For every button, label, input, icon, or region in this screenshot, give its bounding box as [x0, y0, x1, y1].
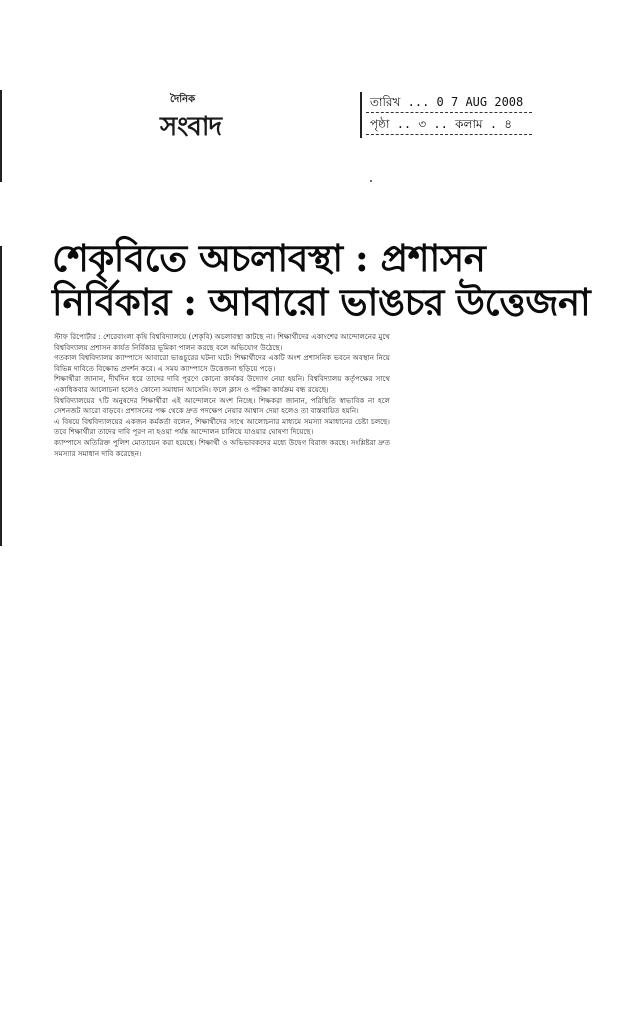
article-body: [54, 332, 390, 554]
stamp-page-value: ৩: [418, 117, 427, 131]
stamp-column-label: কলাম: [455, 117, 483, 131]
newspaper-masthead: [160, 88, 280, 148]
scan-edge-mark: [0, 90, 2, 182]
body-paragraph: শিক্ষার্থীরা জানান, দীর্ঘদিন ধরে তাদের দাবি পূরণে কোনো কার্যকর উদ্যোগ নেয়া হয়নি। বিশ্ববিদ্যালয় কর্তৃপক্ষের সাথে একাধিকবার আলোচনা হলেও কোনো সমাধান আসেনি। ফলে ক্লাস ও পরীক্ষা কার্যক্রম বন্ধ রয়েছে।: [54, 374, 390, 394]
stamp-column-value: ৪: [504, 117, 513, 131]
body-paragraph: বিশ্ববিদ্যালয়ের ৭টি অনুষদের শিক্ষার্থীরা এই আন্দোলনে অংশ নিচ্ছে। শিক্ষকরা জানান, পরিস্থিতি স্বাভাবিক না হলে সেশনজট আরো বাড়বে। প্রশাসনের পক্ষ থেকে দ্রুত পদক্ষেপ নেয়ার আশ্বাস দেয়া হলেও তা বাস্তবায়িত হয়নি।: [54, 395, 390, 416]
stamp-page-label: পৃষ্ঠা: [370, 117, 390, 131]
stamp-rule: [366, 112, 532, 113]
stamp-rule: [366, 134, 532, 135]
masthead-small-line: দৈনিক: [170, 94, 196, 105]
article-clipping: [52, 236, 591, 556]
body-paragraph: গতকাল বিশ্ববিদ্যালয় ক্যাম্পাসে আবারো ভাঙচুরের ঘটনা ঘটে। শিক্ষার্থীদের একটি অংশ প্রশাসনিক ভবনে অবস্থান নিয়ে বিভিন্ন দাবিতে বিক্ষোভ প্রদর্শন করে। এ সময় ক্যাম্পাসে উত্তেজনা ছড়িয়ে পড়ে।: [54, 353, 390, 373]
masthead-name: সংবাদ: [160, 112, 222, 142]
scan-speck: [370, 180, 372, 182]
date-stamp: [360, 92, 532, 138]
body-paragraph: এ বিষয়ে বিশ্ববিদ্যালয়ের একজন কর্মকর্তা বলেন, শিক্ষার্থীদের সাথে আলোচনার মাধ্যমে সমস্যা সমাধানের চেষ্টা চলছে। তবে শিক্ষার্থীরা তাদের দাবি পূরণ না হওয়া পর্যন্ত আন্দোলন চালিয়ে যাওয়ার ঘোষণা দিয়েছে।: [54, 416, 390, 437]
scan-edge-mark: [0, 246, 2, 546]
body-paragraph: ক্যাম্পাসে অতিরিক্ত পুলিশ মোতায়েন করা হয়েছে। শিক্ষার্থী ও অভিভাবকদের মধ্যে উদ্বেগ বিরাজ করছে। সংশ্লিষ্টরা দ্রুত সমস্যার সমাধান দাবি করেছেন।: [54, 437, 390, 458]
stamp-page-row: পৃষ্ঠা .. ৩ .. কলাম . ৪: [370, 117, 513, 131]
stamp-date-value: 0 7 AUG 2008: [436, 95, 524, 109]
headline-line-2: নির্বিকার : আবারো ভাঙচর উত্তেজনা: [52, 280, 591, 324]
stamp-date-label: তারিখ: [370, 95, 401, 109]
body-paragraph: স্টাফ রিপোর্টার : শেরেবাংলা কৃষি বিশ্ববিদ্যালয়ে (শেকৃবি) অচলাবস্থা কাটছে না। শিক্ষার্থীদের একাংশের আন্দোলনের মুখে বিশ্ববিদ্যালয় প্রশাসন কার্যত নির্বিকার ভূমিকা পালন করছে বলে অভিযোগ উঠেছে।: [54, 332, 390, 352]
headline-line-1: শেকৃবিতে অচলাবস্থা : প্রশাসন: [52, 236, 486, 280]
stamp-date-row: তারিখ ... 0 7 AUG 2008: [370, 95, 524, 109]
